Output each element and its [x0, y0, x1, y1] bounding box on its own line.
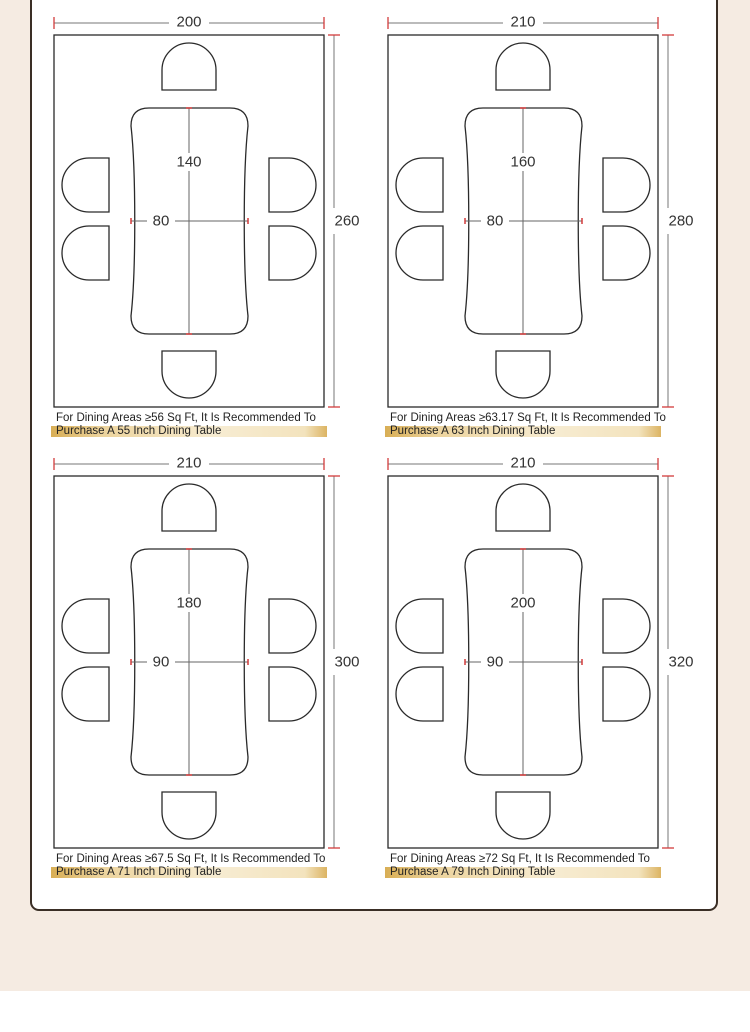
chair-right — [603, 667, 650, 721]
layout-panel-1 — [50, 10, 360, 450]
table-width-label: 90 — [152, 653, 170, 671]
room-width-label: 210 — [510, 454, 536, 472]
chair-top — [162, 43, 216, 90]
dining-layout-diagram — [384, 10, 694, 410]
chair-right — [269, 599, 316, 653]
room-width-label: 210 — [176, 454, 202, 472]
chair-right — [603, 158, 650, 212]
chair-left — [396, 599, 443, 653]
chair-top — [496, 43, 550, 90]
table-length-label: 180 — [176, 594, 202, 612]
table-length-label: 160 — [510, 153, 536, 171]
dining-layout-diagram — [50, 451, 360, 851]
chair-left — [396, 226, 443, 280]
chair-left — [62, 158, 109, 212]
chair-bottom — [496, 792, 550, 839]
recommendation-caption — [50, 412, 340, 438]
recommendation-caption — [50, 853, 340, 879]
recommendation-caption — [384, 412, 674, 438]
recommendation-caption — [384, 853, 674, 879]
chair-top — [162, 484, 216, 531]
table-length-label: 200 — [510, 594, 536, 612]
table-width-label: 90 — [486, 653, 504, 671]
room-height-label: 320 — [668, 653, 694, 671]
chair-bottom — [496, 351, 550, 398]
chair-left — [396, 667, 443, 721]
dining-layout-diagram — [50, 10, 360, 410]
chair-left — [62, 226, 109, 280]
chair-left — [396, 158, 443, 212]
caption-text: For Dining Areas ≥67.5 Sq Ft, It Is Recommended To Purchase A 71 Inch Dining Table — [56, 853, 326, 878]
room-width-label: 200 — [176, 13, 202, 31]
chair-left — [62, 667, 109, 721]
table-width-label: 80 — [152, 212, 170, 230]
room-width-label: 210 — [510, 13, 536, 31]
chair-right — [269, 226, 316, 280]
chair-right — [603, 226, 650, 280]
layout-panel-4 — [384, 451, 694, 891]
chair-bottom — [162, 792, 216, 839]
table-width-label: 80 — [486, 212, 504, 230]
chair-right — [603, 599, 650, 653]
caption-text: For Dining Areas ≥72 Sq Ft, It Is Recommended To Purchase A 79 Inch Dining Table — [390, 853, 650, 878]
room-height-label: 260 — [334, 212, 360, 230]
chair-right — [269, 158, 316, 212]
chair-top — [496, 484, 550, 531]
chair-right — [269, 667, 316, 721]
layout-panel-3 — [50, 451, 360, 891]
caption-text: For Dining Areas ≥63.17 Sq Ft, It Is Recommended To Purchase A 63 Inch Dining Table — [390, 412, 666, 437]
room-height-label: 300 — [334, 653, 360, 671]
layout-panel-2 — [384, 10, 694, 450]
room-height-label: 280 — [668, 212, 694, 230]
chair-left — [62, 599, 109, 653]
page-footer-strip — [0, 991, 750, 1032]
chair-bottom — [162, 351, 216, 398]
table-length-label: 140 — [176, 153, 202, 171]
dining-layout-diagram — [384, 451, 694, 851]
caption-text: For Dining Areas ≥56 Sq Ft, It Is Recommended To Purchase A 55 Inch Dining Table — [56, 412, 316, 437]
